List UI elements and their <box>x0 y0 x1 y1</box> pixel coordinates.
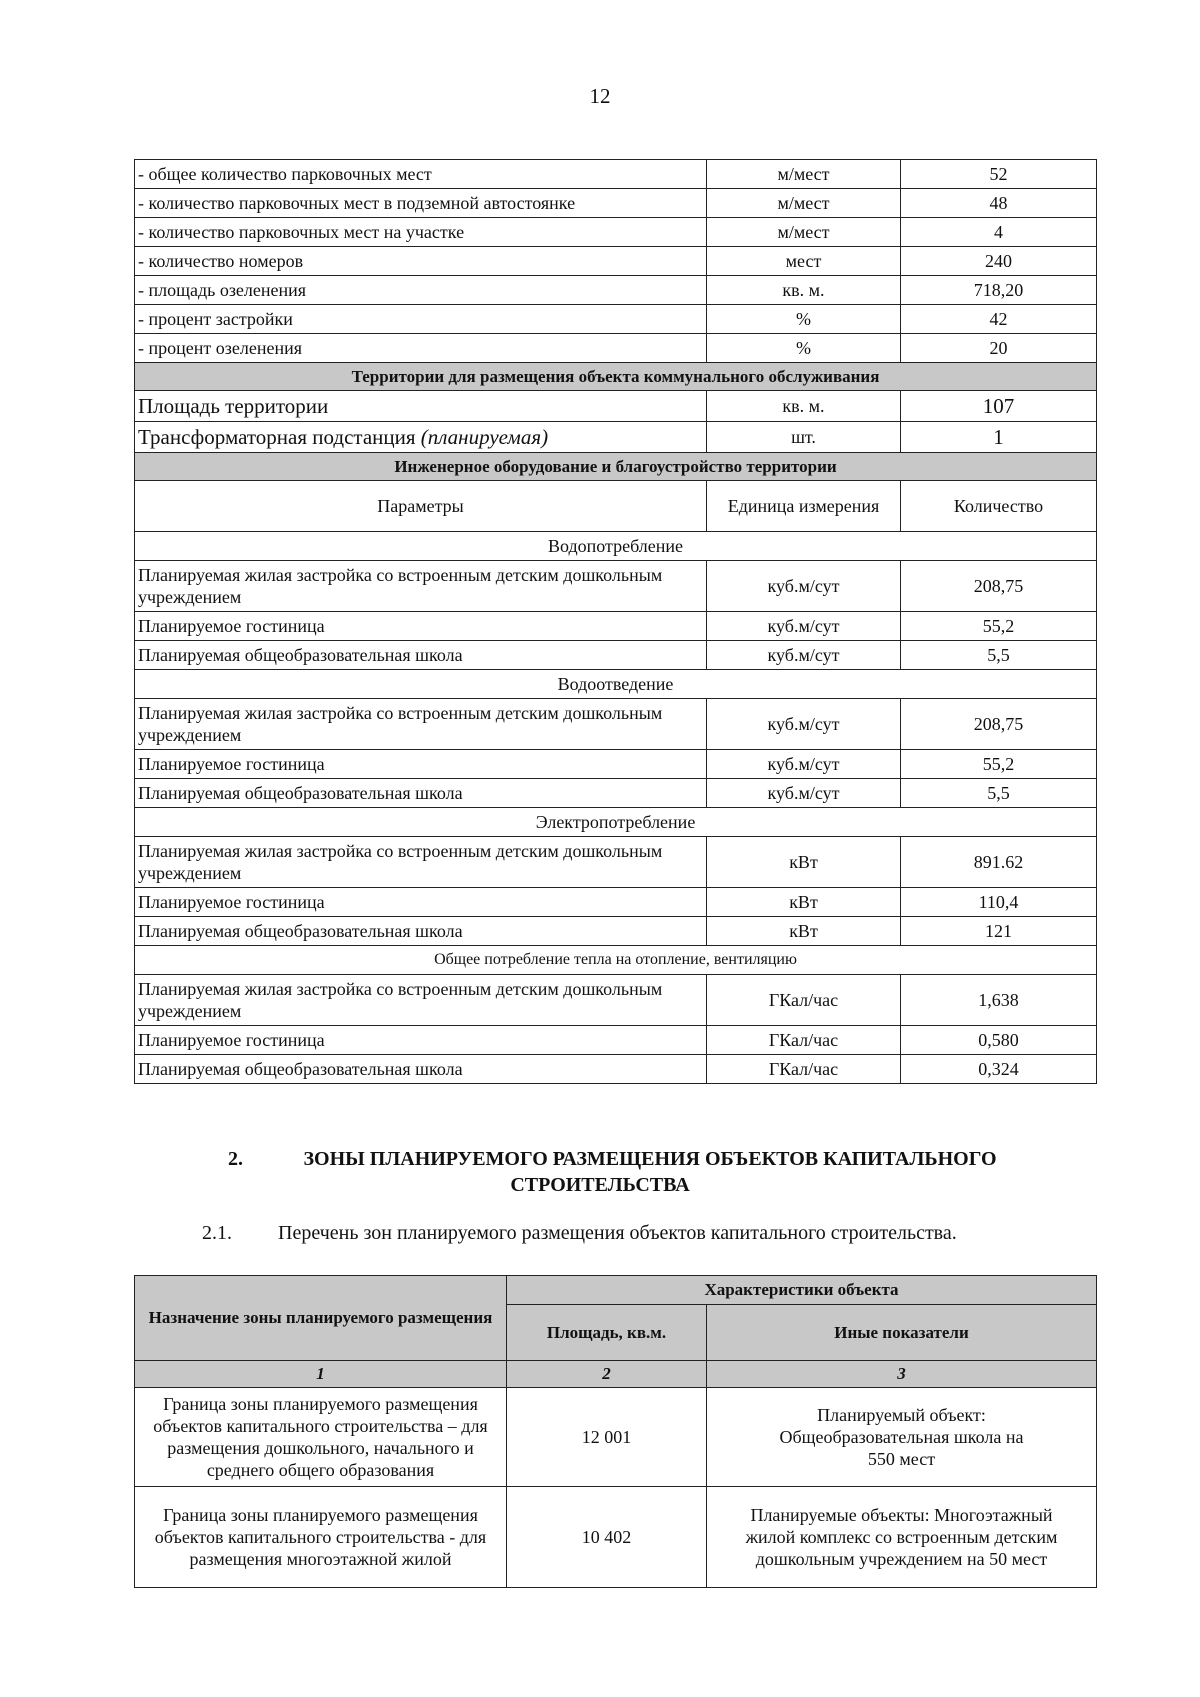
section-title-line2: СТРОИТЕЛЬСТВА <box>510 1174 690 1196</box>
value-cell: 1 <box>901 422 1097 453</box>
param-cell: Планируемая общеобразовательная школа <box>135 917 707 946</box>
section-communal-header: Территории для размещения объекта коммунального обслуживания <box>135 363 1097 391</box>
unit-cell: куб.м/сут <box>707 750 901 779</box>
table-row <box>135 917 1097 946</box>
unit-cell: % <box>707 305 901 334</box>
unit-cell: мест <box>707 247 901 276</box>
value-cell: 20 <box>901 334 1097 363</box>
header-zone: Назначение зоны планируемого размещения <box>135 1276 507 1361</box>
param-cell: - общее количество парковочных мест <box>135 160 707 189</box>
param-cell: - процент застройки <box>135 305 707 334</box>
unit-cell: м/мест <box>707 218 901 247</box>
param-cell: Площадь территории <box>135 391 707 422</box>
value-cell: 891.62 <box>901 837 1097 888</box>
unit-cell: ГКал/час <box>707 1026 901 1055</box>
value-cell: 52 <box>901 160 1097 189</box>
unit-cell: кв. м. <box>707 391 901 422</box>
page-number: 12 <box>589 84 611 108</box>
table-row <box>135 334 1097 363</box>
unit-cell: кВт <box>707 837 901 888</box>
param-cell: Планируемое гостиница <box>135 888 707 917</box>
param-cell: Планируемое гостиница <box>135 750 707 779</box>
header-unit: Единица измерения <box>707 481 901 532</box>
value-cell: 208,75 <box>901 561 1097 612</box>
value-cell: 5,5 <box>901 779 1097 808</box>
unit-cell: м/мест <box>707 189 901 218</box>
param-cell: - процент озеленения <box>135 334 707 363</box>
value-cell: 240 <box>901 247 1097 276</box>
table-row <box>135 750 1097 779</box>
table-row <box>135 888 1097 917</box>
unit-cell: кВт <box>707 917 901 946</box>
zone-cell: Граница зоны планируемого размещения объектов капитального строительства – для размещения дошкольного, начального и среднего общего образования <box>135 1388 507 1487</box>
param-cell: - количество номеров <box>135 247 707 276</box>
section-title-line1: ЗОНЫ ПЛАНИРУЕМОГО РАЗМЕЩЕНИЯ ОБЪЕКТОВ КАПИТАЛЬНОГО <box>303 1148 997 1170</box>
table-row <box>135 422 1097 453</box>
unit-cell: куб.м/сут <box>707 699 901 750</box>
zone-cell: Граница зоны планируемого размещения объектов капитального строительства - для размещения многоэтажной жилой <box>135 1487 507 1588</box>
table-row <box>135 975 1097 1026</box>
col-number-2: 2 <box>507 1361 707 1388</box>
param-cell: Планируемая жилая застройка со встроенным детским дошкольным учреждением <box>135 837 707 888</box>
value-cell: 121 <box>901 917 1097 946</box>
section-number: 2. <box>228 1148 243 1170</box>
table-row <box>135 160 1097 189</box>
unit-cell: ГКал/час <box>707 1055 901 1084</box>
group-title: Водоотведение <box>135 670 1097 699</box>
zones-table <box>134 1275 1097 1588</box>
unit-cell: куб.м/сут <box>707 641 901 670</box>
col-number-3: 3 <box>707 1361 1097 1388</box>
value-cell: 42 <box>901 305 1097 334</box>
other-cell: Планируемые объекты: Многоэтажный жилой комплекс со встроенным детским дошкольным учреждением на 50 мест <box>707 1487 1097 1588</box>
table-header-row <box>135 481 1097 532</box>
subsection-2-1 <box>202 1222 957 1245</box>
group-title: Электропотребление <box>135 808 1097 837</box>
param-cell: Планируемая общеобразовательная школа <box>135 641 707 670</box>
param-cell: Планируемое гостиница <box>135 1026 707 1055</box>
table-row <box>135 247 1097 276</box>
area-cell: 12 001 <box>507 1388 707 1487</box>
value-cell: 110,4 <box>901 888 1097 917</box>
param-cell: Планируемая жилая застройка со встроенным детским дошкольным учреждением <box>135 699 707 750</box>
table-row <box>135 189 1097 218</box>
section-engineering-header: Инженерное оборудование и благоустройство территории <box>135 453 1097 481</box>
unit-cell: куб.м/сут <box>707 561 901 612</box>
unit-cell: м/мест <box>707 160 901 189</box>
table-row <box>135 837 1097 888</box>
subsection-number: 2.1. <box>202 1222 232 1244</box>
table-row <box>135 779 1097 808</box>
area-cell: 10 402 <box>507 1487 707 1588</box>
value-cell: 107 <box>901 391 1097 422</box>
param-text: Трансформаторная подстанция <box>138 425 416 449</box>
value-cell: 718,20 <box>901 276 1097 305</box>
subsection-text: Перечень зон планируемого размещения объектов капитального строительства. <box>278 1222 957 1244</box>
col-number-1: 1 <box>135 1361 507 1388</box>
value-cell: 4 <box>901 218 1097 247</box>
value-cell: 1,638 <box>901 975 1097 1026</box>
unit-cell: куб.м/сут <box>707 779 901 808</box>
section-2-heading <box>0 1146 1200 1198</box>
value-cell: 55,2 <box>901 750 1097 779</box>
unit-cell: шт. <box>707 422 901 453</box>
table-row <box>135 305 1097 334</box>
value-cell: 55,2 <box>901 612 1097 641</box>
value-cell: 48 <box>901 189 1097 218</box>
unit-cell: кв. м. <box>707 276 901 305</box>
param-cell <box>135 422 707 453</box>
param-italic: (планируемая) <box>420 425 549 449</box>
header-param: Параметры <box>135 481 707 532</box>
table-row <box>135 641 1097 670</box>
param-cell: Планируемая жилая застройка со встроенным детским дошкольным учреждением <box>135 561 707 612</box>
unit-cell: куб.м/сут <box>707 612 901 641</box>
table-row <box>135 1026 1097 1055</box>
param-cell: Планируемая общеобразовательная школа <box>135 779 707 808</box>
value-cell: 0,324 <box>901 1055 1097 1084</box>
table-row <box>135 699 1097 750</box>
value-cell: 208,75 <box>901 699 1097 750</box>
param-cell: - количество парковочных мест в подземной автостоянке <box>135 189 707 218</box>
value-cell: 5,5 <box>901 641 1097 670</box>
table-row <box>135 391 1097 422</box>
table-row <box>135 612 1097 641</box>
param-cell: Планируемая жилая застройка со встроенным детским дошкольным учреждением <box>135 975 707 1026</box>
table-row <box>135 218 1097 247</box>
header-area: Площадь, кв.м. <box>507 1305 707 1361</box>
unit-cell: кВт <box>707 888 901 917</box>
group-title: Общее потребление тепла на отопление, вентиляцию <box>135 946 1097 975</box>
unit-cell: % <box>707 334 901 363</box>
header-characteristics: Характеристики объекта <box>507 1276 1097 1305</box>
other-cell: Планируемый объект: Общеобразовательная школа на 550 мест <box>707 1388 1097 1487</box>
param-cell: - площадь озеленения <box>135 276 707 305</box>
param-cell: Планируемое гостиница <box>135 612 707 641</box>
indicators-table <box>134 159 1097 1084</box>
table-row <box>135 276 1097 305</box>
header-qty: Количество <box>901 481 1097 532</box>
group-title: Водопотребление <box>135 532 1097 561</box>
table-row <box>135 561 1097 612</box>
header-other: Иные показатели <box>707 1305 1097 1361</box>
param-cell: Планируемая общеобразовательная школа <box>135 1055 707 1084</box>
table-row <box>135 1055 1097 1084</box>
value-cell: 0,580 <box>901 1026 1097 1055</box>
unit-cell: ГКал/час <box>707 975 901 1026</box>
param-cell: - количество парковочных мест на участке <box>135 218 707 247</box>
